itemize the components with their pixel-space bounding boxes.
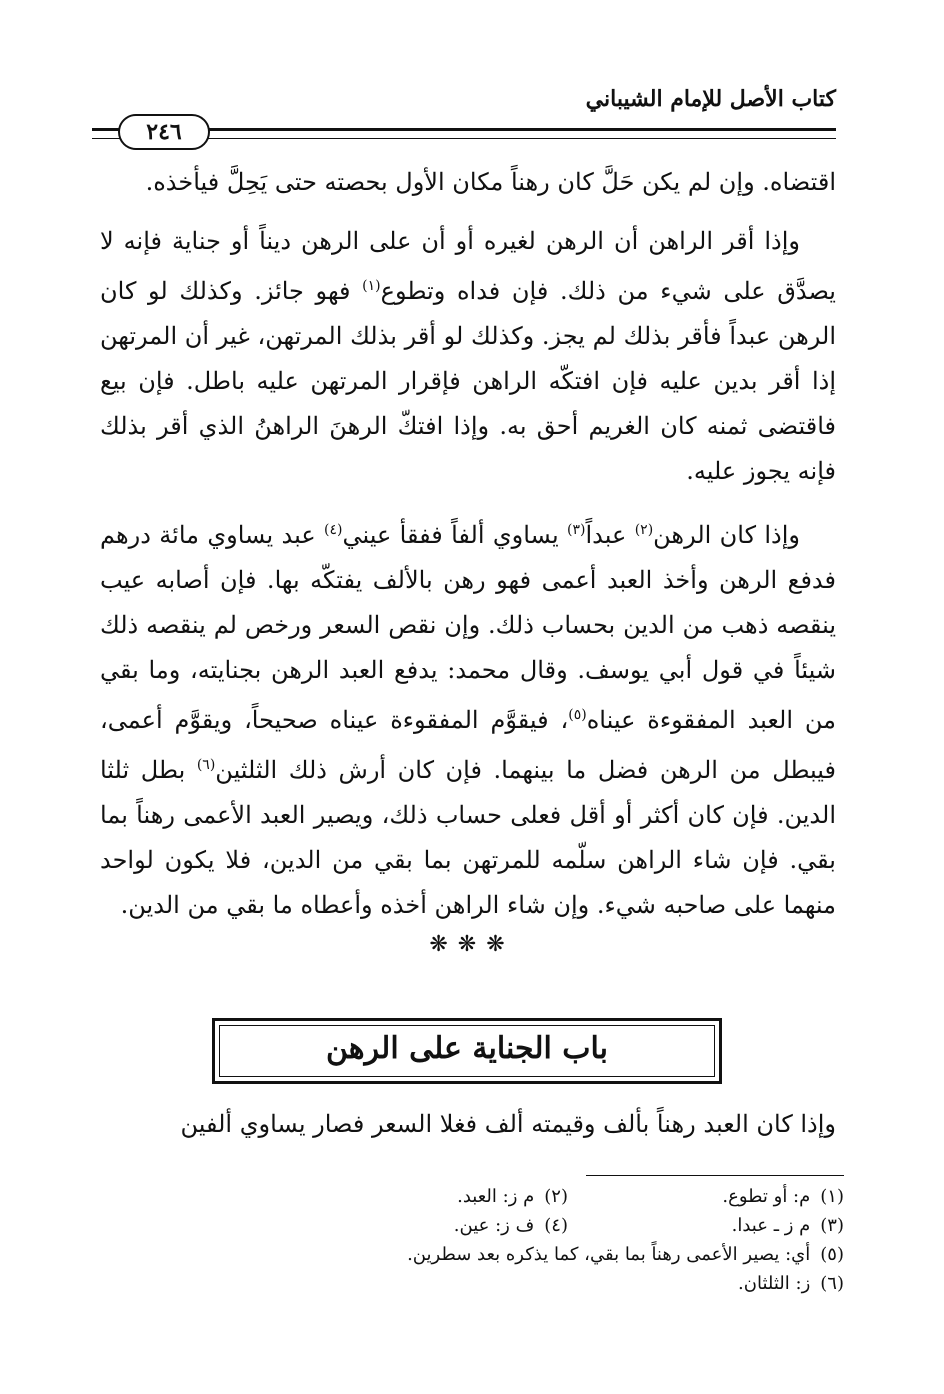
paragraph-2 [100,219,836,494]
section-ornament: ❋❋❋ [429,932,515,957]
footnotes [100,1182,844,1298]
footnote-row [100,1211,844,1240]
footnote-mark-3: (٣) [567,522,586,538]
footnote-6-number: (٦) [820,1273,844,1294]
paragraph-3 [100,508,836,928]
footnote-5 [100,1240,844,1269]
footnote-4 [292,1211,568,1240]
paragraph-3-part-d: عبد يساوي مائة درهم فدفع الرهن وأخذ العبد أعمى فهو رهن بالألف يفتكّه بها. فإن أصابه عيب ينقصه ذهب من الدين بحساب ذلك. وإن نقص السعر ورخص لم ينقصه ذلك شيئاً في قول أبي يوسف. وقال محمد: يدفع العبد الرهن بجنايته، وما بقي من العبد المفقوءة عيناه [100,521,837,734]
footnote-3-number: (٣) [820,1215,844,1236]
footnote-mark-2: (٢) [634,522,654,538]
running-header-title: كتاب الأصل للإمام الشيباني [585,86,836,112]
paragraph-3-part-e: ، فيقوَّم المفقوءة عيناه صحيحاً، ويقوَّم أعمى، فيبطل من الرهن فضل ما بينهما. فإن كان أرش ذلك الثلثين [100,706,837,784]
footnote-row [100,1182,844,1211]
footnote-4-number: (٤) [544,1215,568,1236]
paragraph-3-part-a: وإذا كان الرهن [653,521,801,549]
footnote-6 [100,1269,844,1298]
footnote-3 [568,1211,844,1240]
footnote-6-text: ز: الثلثان. [738,1273,811,1294]
paragraph-3-part-b: عبداً [585,521,635,549]
footnote-mark-6: (٦) [196,757,216,773]
chapter-first-line [100,1102,836,1147]
footnote-1 [568,1182,844,1211]
main-text [100,160,836,942]
footnote-mark-5: (٥) [568,707,587,723]
page-number: ٢٤٦ [118,114,210,150]
paragraph-1 [100,160,836,205]
footnote-4-text: ف ز: عين. [453,1215,535,1236]
footnote-1-text: م: أو تطوع. [722,1186,811,1207]
footnote-3-text: م ز ـ عبدا. [731,1215,811,1236]
paragraph-2-part-a: وإذا أقر الراهن أن الرهن لغيره أو أن على الرهن ديناً أو جناية فإنه لا يصدَّق على شيء من ذلك. فإن فداه وتطوع [100,227,836,305]
footnote-5-number: (٥) [820,1244,844,1265]
chapter-title: باب الجناية على الرهن [325,1031,609,1066]
footnote-2-number: (٢) [544,1186,568,1207]
paragraph-2-part-b: فهو جائز. وكذلك لو كان الرهن عبداً فأقر بذلك لم يجز. وكذلك لو أقر بذلك المرتهن، غير أن المرتهن إذا أقر بدين عليه فإن افتكّه الراهن فإقرار المرتهن عليه باطل. فإن بيع فاقتضى ثمنه كان الغريم أحق به. وإذا افتكّ الرهنَ الراهنُ الذي أقر بذلك فإنه يجوز عليه. [100,277,836,485]
chapter-heading-frame [212,1018,722,1084]
paragraph-3-part-f: بطل ثلثا الدين. فإن كان أكثر أو أقل فعلى حساب ذلك، ويصير العبد الأعمى رهناً بما بقي. فإن شاء الراهن سلّمه للمرتهن بما بقي من الدين، فلا يكون لواحد منهما على صاحبه شيء. وإن شاء الراهن أخذه وأعطاه ما بقي من الدين. [100,756,836,919]
paragraph-3-part-c: يساوي ألفاً ففقأ عيني [342,521,568,549]
footnote-mark-4: (٤) [324,522,343,538]
chapter-first-line-text: وإذا كان العبد رهناً بألف وقيمته ألف فغلا السعر فصار يساوي ألفين [180,1110,836,1138]
footnote-1-number: (١) [820,1186,844,1207]
footnote-2-text: م ز: العبد. [457,1186,535,1207]
paragraph-1-text: اقتضاه. وإن لم يكن حَلَّ كان رهناً مكان الأول بحصته حتى يَحِلَّ فيأخذه. [145,168,836,196]
footnote-mark-1: (١) [362,278,381,294]
footnote-2 [292,1182,568,1211]
footnote-separator [586,1175,844,1176]
footnote-5-text: أي: يصير الأعمى رهناً بما بقي، كما يذكره بعد سطرين. [407,1244,811,1265]
